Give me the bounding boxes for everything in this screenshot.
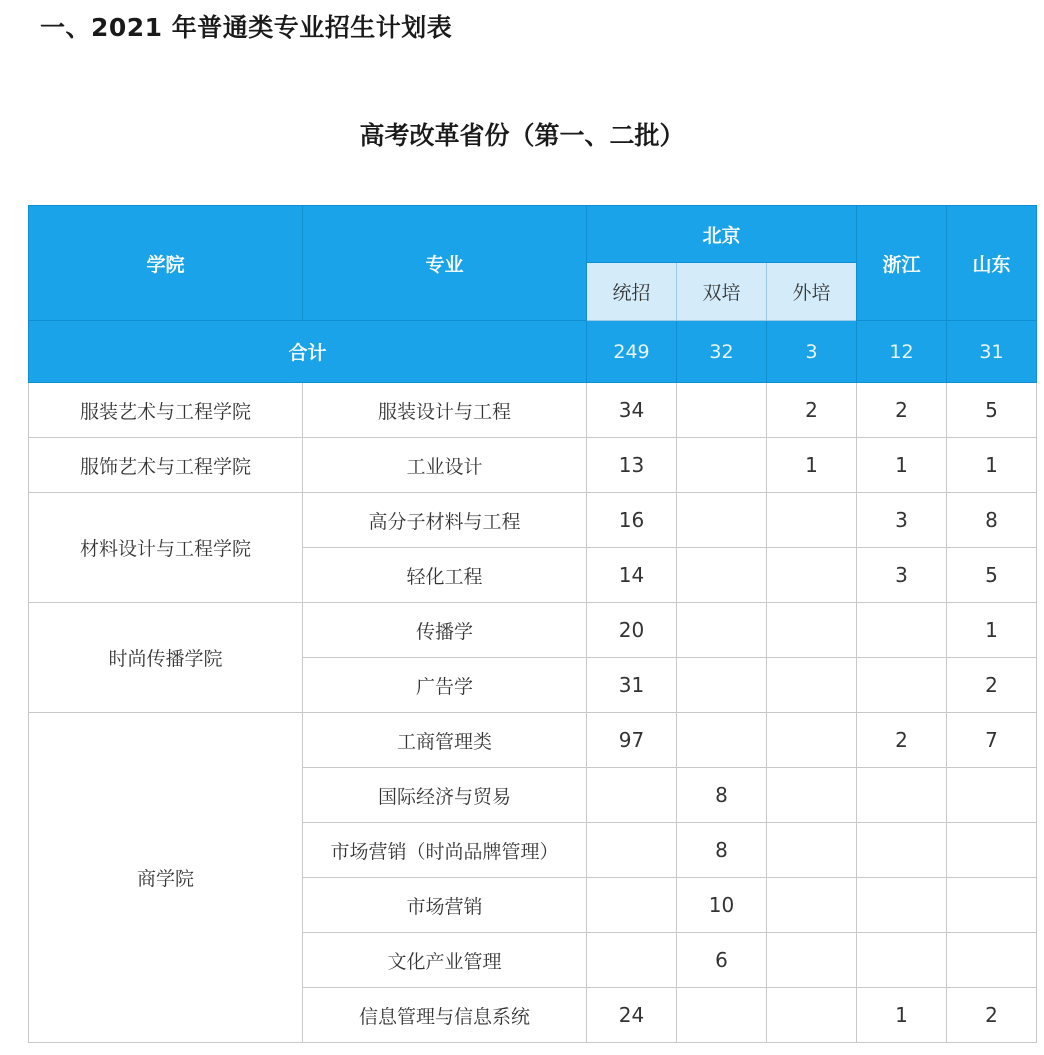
total-value: 3 bbox=[767, 321, 857, 383]
quota-cell: 1 bbox=[947, 438, 1037, 493]
table-row bbox=[29, 493, 1037, 548]
quota-cell bbox=[767, 603, 857, 658]
page-heading: 一、2021 年普通类专业招生计划表 bbox=[40, 13, 453, 42]
major-name: 市场营销 bbox=[303, 878, 587, 933]
quota-cell: 8 bbox=[677, 768, 767, 823]
quota-cell bbox=[947, 878, 1037, 933]
quota-cell: 5 bbox=[947, 383, 1037, 438]
quota-cell bbox=[857, 658, 947, 713]
quota-cell: 2 bbox=[857, 713, 947, 768]
quota-cell bbox=[587, 878, 677, 933]
enrollment-plan-table bbox=[28, 205, 1037, 1043]
quota-cell bbox=[677, 548, 767, 603]
quota-cell bbox=[767, 658, 857, 713]
quota-cell: 16 bbox=[587, 493, 677, 548]
quota-cell bbox=[767, 878, 857, 933]
header-beijing-waipei: 外培 bbox=[767, 263, 857, 321]
quota-cell: 14 bbox=[587, 548, 677, 603]
major-name: 工商管理类 bbox=[303, 713, 587, 768]
quota-cell bbox=[857, 933, 947, 988]
quota-cell bbox=[857, 823, 947, 878]
major-name: 工业设计 bbox=[303, 438, 587, 493]
quota-cell bbox=[767, 548, 857, 603]
quota-cell: 1 bbox=[857, 438, 947, 493]
quota-cell bbox=[677, 438, 767, 493]
quota-cell bbox=[677, 658, 767, 713]
total-value: 32 bbox=[677, 321, 767, 383]
quota-cell: 10 bbox=[677, 878, 767, 933]
college-name: 商学院 bbox=[29, 713, 303, 1043]
quota-cell bbox=[767, 823, 857, 878]
major-name: 轻化工程 bbox=[303, 548, 587, 603]
quota-cell: 34 bbox=[587, 383, 677, 438]
quota-cell: 97 bbox=[587, 713, 677, 768]
quota-cell bbox=[587, 823, 677, 878]
quota-cell bbox=[767, 768, 857, 823]
quota-cell bbox=[677, 603, 767, 658]
college-name: 服饰艺术与工程学院 bbox=[29, 438, 303, 493]
total-value: 12 bbox=[857, 321, 947, 383]
header-zhejiang: 浙江 bbox=[857, 206, 947, 321]
major-name: 服装设计与工程 bbox=[303, 383, 587, 438]
college-name: 服装艺术与工程学院 bbox=[29, 383, 303, 438]
quota-cell: 3 bbox=[857, 493, 947, 548]
quota-cell: 31 bbox=[587, 658, 677, 713]
quota-cell bbox=[857, 768, 947, 823]
header-college: 学院 bbox=[29, 206, 303, 321]
header-beijing-shuangpei: 双培 bbox=[677, 263, 767, 321]
table-body bbox=[29, 383, 1037, 1043]
quota-cell: 2 bbox=[767, 383, 857, 438]
major-name: 高分子材料与工程 bbox=[303, 493, 587, 548]
table-row bbox=[29, 383, 1037, 438]
quota-cell: 7 bbox=[947, 713, 1037, 768]
major-name: 信息管理与信息系统 bbox=[303, 988, 587, 1043]
quota-cell bbox=[677, 493, 767, 548]
quota-cell: 2 bbox=[947, 988, 1037, 1043]
header-beijing-tongzhao: 统招 bbox=[587, 263, 677, 321]
table-row bbox=[29, 438, 1037, 493]
total-value: 31 bbox=[947, 321, 1037, 383]
quota-cell: 6 bbox=[677, 933, 767, 988]
quota-cell bbox=[767, 933, 857, 988]
total-label: 合计 bbox=[29, 321, 587, 383]
major-name: 传播学 bbox=[303, 603, 587, 658]
quota-cell: 20 bbox=[587, 603, 677, 658]
quota-cell bbox=[857, 878, 947, 933]
quota-cell: 8 bbox=[947, 493, 1037, 548]
total-value: 249 bbox=[587, 321, 677, 383]
quota-cell bbox=[767, 713, 857, 768]
quota-cell bbox=[587, 768, 677, 823]
college-name: 材料设计与工程学院 bbox=[29, 493, 303, 603]
quota-cell: 1 bbox=[947, 603, 1037, 658]
quota-cell bbox=[677, 383, 767, 438]
quota-cell bbox=[857, 603, 947, 658]
major-name: 文化产业管理 bbox=[303, 933, 587, 988]
table-row bbox=[29, 603, 1037, 658]
quota-cell: 1 bbox=[857, 988, 947, 1043]
quota-cell bbox=[677, 988, 767, 1043]
quota-cell: 1 bbox=[767, 438, 857, 493]
header-beijing: 北京 bbox=[587, 206, 857, 263]
quota-cell: 2 bbox=[947, 658, 1037, 713]
quota-cell bbox=[767, 988, 857, 1043]
major-name: 广告学 bbox=[303, 658, 587, 713]
quota-cell: 24 bbox=[587, 988, 677, 1043]
quota-cell bbox=[947, 823, 1037, 878]
college-name: 时尚传播学院 bbox=[29, 603, 303, 713]
quota-cell bbox=[677, 713, 767, 768]
quota-cell bbox=[587, 933, 677, 988]
header-major: 专业 bbox=[303, 206, 587, 321]
quota-cell: 5 bbox=[947, 548, 1037, 603]
quota-cell bbox=[947, 933, 1037, 988]
major-name: 市场营销（时尚品牌管理） bbox=[303, 823, 587, 878]
quota-cell: 13 bbox=[587, 438, 677, 493]
quota-cell: 2 bbox=[857, 383, 947, 438]
total-row bbox=[29, 321, 1037, 383]
quota-cell: 8 bbox=[677, 823, 767, 878]
quota-cell bbox=[947, 768, 1037, 823]
table-row bbox=[29, 713, 1037, 768]
major-name: 国际经济与贸易 bbox=[303, 768, 587, 823]
table-subtitle: 高考改革省份（第一、二批） bbox=[359, 121, 685, 150]
quota-cell bbox=[767, 493, 857, 548]
header-shandong: 山东 bbox=[947, 206, 1037, 321]
quota-cell: 3 bbox=[857, 548, 947, 603]
